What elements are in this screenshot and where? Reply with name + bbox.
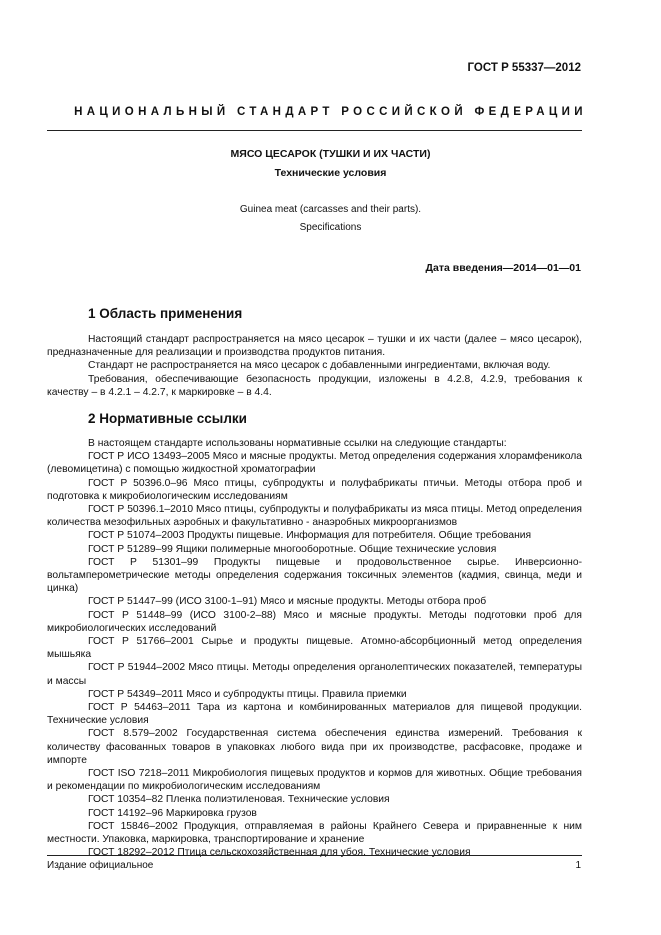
reference-item: ГОСТ 10354–82 Пленка полиэтиленовая. Технические условия <box>88 794 390 806</box>
section-2-heading: 2 Нормативные ссылки <box>88 411 247 426</box>
section-1-paragraph: Стандарт не распространяется на мясо цесарок с добавленными ингредиентами, включая воду. <box>88 360 551 372</box>
subtitle-en: Specifications <box>299 222 362 233</box>
reference-item: ГОСТ Р 51447–99 (ИСО 3100-1–91) Мясо и мясные продукты. Методы отбора проб <box>88 596 487 608</box>
reference-item: ГОСТ 8.579–2002 Государственная система обеспечения единства измерений. Требования к количеству фасованных товаров в упаковках любого вида при их производстве, расфасовке, продаже и импорте <box>47 728 582 766</box>
doc-code: ГОСТ Р 55337—2012 <box>467 62 581 74</box>
reference-item: ГОСТ Р 51448–99 (ИСО 3100-2–88) Мясо и мясные продукты. Методы подготовки проб для микробиологических исследований <box>47 609 582 634</box>
subtitle-ru: Технические условия <box>274 167 387 179</box>
reference-item: ГОСТ Р 51074–2003 Продукты пищевые. Информация для потребителя. Общие требования <box>88 530 532 542</box>
reference-item: ГОСТ Р ИСО 13493–2005 Мясо и мясные продукты. Метод определения содержания хлорамфеникола (левомицетина) с помощью жидкостной хроматографии <box>47 451 582 476</box>
reference-item: ГОСТ Р 51766–2001 Сырье и продукты пищевые. Атомно-абсорбционный метод определения мышьяка <box>47 636 582 661</box>
reference-item: ГОСТ 15846–2002 Продукция, отправляемая в районы Крайнего Севера и приравненные к ним местности. Упаковка, маркировка, транспортирование и хранение <box>47 820 582 846</box>
section-2-body <box>47 437 582 860</box>
title-ru: МЯСО ЦЕСАРОК (ТУШКИ И ИХ ЧАСТИ) <box>230 148 431 160</box>
reference-item: ГОСТ Р 50396.0–96 Мясо птицы, субпродукты и полуфабрикаты птичьи. Методы отбора проб и подготовка к микробиологическим исследованиям <box>47 477 582 502</box>
national-standard-banner: НАЦИОНАЛЬНЫЙ СТАНДАРТ РОССИЙСКОЙ ФЕДЕРАЦИИ <box>74 106 587 118</box>
reference-item: ГОСТ 18292–2012 Птица сельскохозяйственная для убоя. Технические условия <box>88 847 471 859</box>
reference-item: В настоящем стандарте использованы нормативные ссылки на следующие стандарты: <box>88 438 507 449</box>
reference-item: ГОСТ Р 50396.1–2010 Мясо птицы, субпродукты и полуфабрикаты из мяса птицы. Метод определения количества мезофильных аэробных и факультативно - анаэробных микроорганизмов <box>47 504 582 529</box>
reference-item: ГОСТ ISO 7218–2011 Микробиология пищевых продуктов и кормов для животных. Общие требования и рекомендации по микробиологическим исследованиям <box>47 768 582 793</box>
page-number: 1 <box>575 860 581 871</box>
edition-label: Издание официальное <box>47 860 154 871</box>
reference-item: ГОСТ Р 54349–2011 Мясо и субпродукты птицы. Правила приемки <box>88 688 407 700</box>
reference-item: ГОСТ Р 51301–99 Продукты пищевые и продовольственное сырье. Инверсионно-вольтамперометрические методы определения содержания токсичных элементов (кадмия, свинца, меди и цинка) <box>47 556 582 595</box>
reference-item: ГОСТ Р 54463–2011 Тара из картона и комбинированных материалов для пищевой продукции. Технические условия <box>47 702 582 727</box>
footer-rule <box>47 855 582 856</box>
intro-date: Дата введения—2014—01—01 <box>425 262 581 274</box>
reference-item: ГОСТ 14192–96 Маркировка грузов <box>88 807 257 819</box>
title-en: Guinea meat (carcasses and their parts). <box>239 204 422 215</box>
section-1-heading: 1 Область применения <box>88 306 243 321</box>
section-1-body <box>47 333 582 399</box>
reference-item: ГОСТ Р 51289–99 Ящики полимерные многооборотные. Общие технические условия <box>88 543 497 555</box>
section-1-paragraph: Требования, обеспечивающие безопасность продукции, изложены в 4.2.8, 4.2.9, требования к качеству – в 4.2.1 – 4.2.7, к маркировке – в 4.4. <box>47 373 582 398</box>
section-1-paragraph: Настоящий стандарт распространяется на мясо цесарок – тушки и их части (далее – мясо цесарок), предназначенные для реализации и производства продуктов питания. <box>47 334 582 359</box>
header-rule <box>47 130 582 131</box>
reference-item: ГОСТ Р 51944–2002 Мясо птицы. Методы определения органолептических показателей, температуры и массы <box>47 662 582 687</box>
